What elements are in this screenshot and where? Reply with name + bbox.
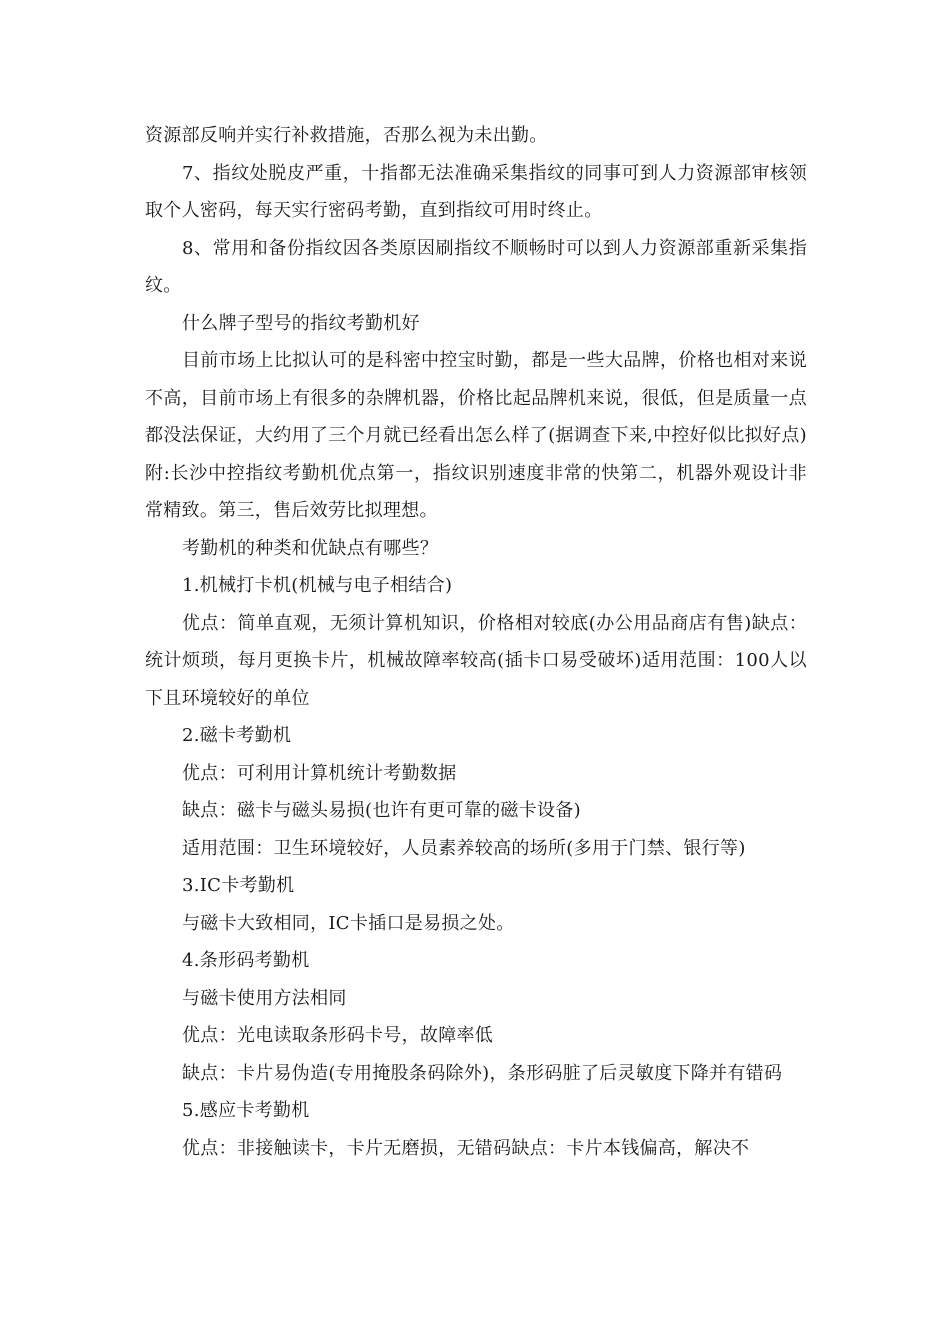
document-body xyxy=(145,117,807,1167)
paragraph-barcode-pros: 优点：光电读取条形码卡号，故障率低 xyxy=(182,1025,494,1046)
paragraph-barcode-usage: 与磁卡使用方法相同 xyxy=(182,987,347,1009)
paragraph-item-8: 8、常用和备份指纹因各类原因刷指纹不顺畅时可以到人力资源部重新采集指纹。 xyxy=(145,237,807,296)
paragraph-mechanical-details: 优点：简单直观，无须计算机知识，价格相对较底(办公用品商店有售)缺点：统计烦琐，每月更换卡片，机械故障率较高(插卡口易受破坏)适用范围：100人以下且环境较好的单位 xyxy=(145,612,807,709)
paragraph-magnetic-scope: 适用范围：卫生环境较好，人员素养较高的场所(多用于门禁、银行等) xyxy=(182,837,746,859)
paragraph-brand-recommendation: 目前市场上比拟认可的是科密中控宝时勤，都是一些大品牌，价格也相对来说不高，目前市场上有很多的杂牌机器，价格比起品牌机来说，很低，但是质量一点都没法保证，大约用了三个月就已经看出怎么样了(据调查下来,中控好似比拟好点)附:长沙中控指纹考勤机优点第一，指纹识别速度非常的快第二，机器外观设计非常精致。第三，售后效劳比拟理想。 xyxy=(145,350,807,521)
paragraph-magnetic-cons: 缺点：磁卡与磁头易损(也许有更可靠的磁卡设备) xyxy=(182,800,581,821)
section-heading-types: 考勤机的种类和优缺点有哪些？ xyxy=(182,537,439,559)
paragraph-barcode-cons: 缺点：卡片易伪造(专用掩股条码除外)，条形码脏了后灵敏度下降并有错码 xyxy=(182,1062,783,1084)
type-heading-barcode: 4.条形码考勤机 xyxy=(182,950,310,971)
type-heading-magnetic: 2.磁卡考勤机 xyxy=(182,725,292,746)
paragraph-ic-card-details: 与磁卡大致相同，IC卡插口是易损之处。 xyxy=(182,912,515,934)
type-heading-mechanical: 1.机械打卡机(机械与电子相结合) xyxy=(182,575,453,596)
type-heading-proximity: 5.感应卡考勤机 xyxy=(182,1100,310,1121)
paragraph-continuation: 资源部反响并实行补救措施，否那么视为未出勤。 xyxy=(145,125,548,146)
section-heading-brand: 什么牌子型号的指纹考勤机好 xyxy=(182,312,420,334)
paragraph-magnetic-pros: 优点：可利用计算机统计考勤数据 xyxy=(182,762,457,784)
paragraph-item-7: 7、指纹处脱皮严重，十指都无法准确采集指纹的同事可到人力资源部审核领取个人密码，每天实行密码考勤，直到指纹可用时终止。 xyxy=(145,162,807,221)
type-heading-ic-card: 3.IC卡考勤机 xyxy=(182,875,295,896)
paragraph-proximity-details: 优点：非接触读卡，卡片无磨损，无错码缺点：卡片本钱偏高，解决不 xyxy=(182,1137,750,1159)
